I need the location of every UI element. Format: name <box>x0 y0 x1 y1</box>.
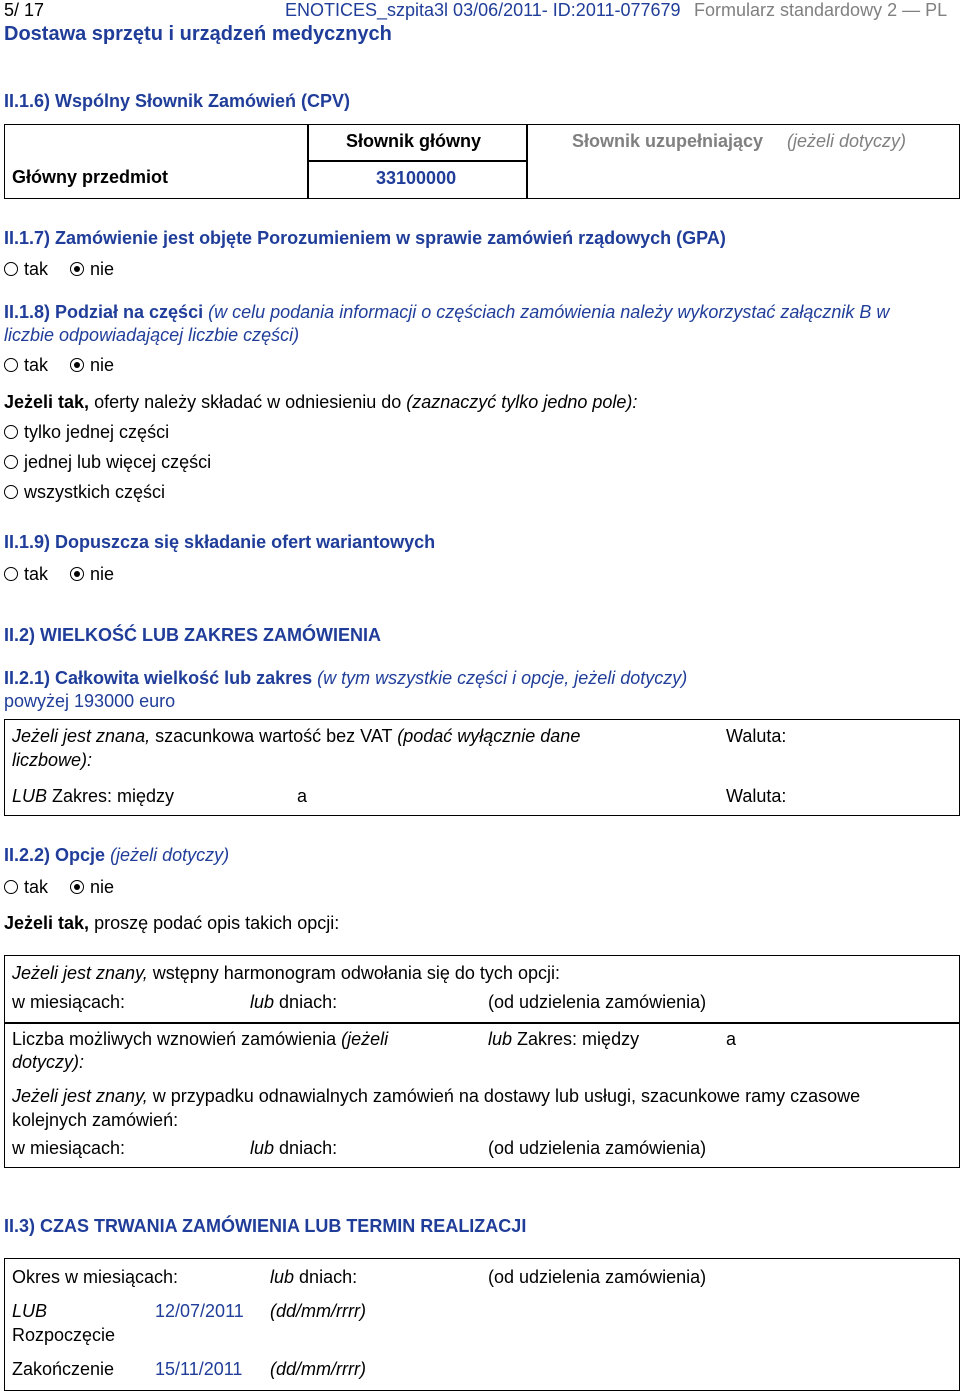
options-from-award-2: (od udzielenia zamówienia) <box>488 1138 707 1158</box>
quantity-section: II.2) WIELKOŚĆ LUB ZAKRES ZAMÓWIENIA <box>4 625 381 645</box>
lots-nie-label: nie <box>90 355 115 375</box>
radio-off-icon <box>4 262 18 276</box>
lots-heading-note-2: liczbie odpowiadającej liczbie części) <box>4 325 300 345</box>
options-heading-line <box>4 845 229 866</box>
gpa-nie-label: nie <box>90 259 115 279</box>
options-schedule-text: wstępny harmonogram odwołania się do tych opcji: <box>152 963 560 983</box>
lots-radio-tak[interactable] <box>4 355 48 376</box>
radio-off-icon <box>4 880 18 894</box>
quantity-known-italic: Jeżeli jest znana, <box>12 726 151 746</box>
quantity-currency-label-2: Waluta: <box>726 786 787 806</box>
cpv-divider-2 <box>526 124 528 199</box>
options-renewals-label: Liczba możliwych wznowień zamówienia <box>12 1029 337 1049</box>
gpa-tak-label: tak <box>24 259 49 279</box>
variants-nie-label: nie <box>90 564 115 584</box>
duration-end-format: (dd/mm/rrrr) <box>270 1359 366 1379</box>
options-range-lub: lub <box>488 1029 513 1049</box>
options-if-yes-bold: Jeżeli tak, <box>4 913 90 933</box>
cpv-divider-1 <box>307 124 309 199</box>
options-range-label: Zakres: między <box>517 1029 640 1049</box>
quantity-range-label: Zakres: między <box>52 786 175 806</box>
lots-heading-line <box>4 302 889 323</box>
lots-radio-nie[interactable] <box>70 355 114 376</box>
duration-days-label: dniach: <box>299 1267 358 1287</box>
lots-option-3[interactable] <box>4 482 165 503</box>
variants-heading: II.1.9) Dopuszcza się składanie ofert wariantowych <box>4 532 436 552</box>
radio-on-icon <box>70 262 84 276</box>
options-range-line <box>488 1029 639 1050</box>
radio-on-icon <box>70 567 84 581</box>
options-radio-nie[interactable] <box>70 877 114 898</box>
duration-days-line <box>270 1267 357 1288</box>
options-recurring-text-2: kolejnych zamówień: <box>12 1110 179 1130</box>
options-nie-label: nie <box>90 877 115 897</box>
lots-option-1[interactable] <box>4 422 169 443</box>
cpv-supp-note: (jeżeli dotyczy) <box>787 131 907 151</box>
options-recurring-line <box>12 1086 860 1107</box>
lots-heading-note: (w celu podania informacji o częściach zamówienia należy wykorzystać załącznik B w <box>208 302 890 322</box>
quantity-sub-line <box>4 668 687 689</box>
quantity-lub: LUB <box>12 786 48 806</box>
lots-if-yes-note: (zaznaczyć tylko jedno pole): <box>406 392 638 412</box>
cpv-row-label: Główny przedmiot <box>12 167 169 187</box>
cpv-supp-header: Słownik uzupełniający <box>572 131 764 151</box>
duration-end-label: Zakończenie <box>12 1359 115 1379</box>
options-heading: II.2.2) Opcje <box>4 845 106 865</box>
quantity-known-note-2: liczbowe): <box>12 750 93 770</box>
variants-tak-label: tak <box>24 564 49 584</box>
lots-if-yes-text: oferty należy składać w odniesieniu do <box>94 392 402 412</box>
lots-tak-label: tak <box>24 355 49 375</box>
options-heading-note: (jeżeli dotyczy) <box>110 845 230 865</box>
options-schedule-line <box>12 963 560 984</box>
duration-months-label: Okres w miesiącach: <box>12 1267 179 1287</box>
radio-off-icon <box>4 425 18 439</box>
options-radio-tak[interactable] <box>4 877 48 898</box>
options-lub-2: lub <box>250 1138 275 1158</box>
options-if-yes <box>4 913 339 934</box>
page-number: 5/ 17 <box>4 0 45 20</box>
duration-section: II.3) CZAS TRWANIA ZAMÓWIENIA LUB TERMIN REALIZACJI <box>4 1216 527 1236</box>
options-lub: lub <box>250 992 275 1012</box>
options-from-award: (od udzielenia zamówienia) <box>488 992 707 1012</box>
options-renewals-note: (jeżeli <box>341 1029 389 1049</box>
options-months-label-2: w miesiącach: <box>12 1138 126 1158</box>
quantity-range-a: a <box>297 786 308 806</box>
quantity-range-line <box>12 786 174 807</box>
duration-end-date: 15/11/2011 <box>155 1359 243 1379</box>
quantity-known-line <box>12 726 580 747</box>
cpv-main-header: Słownik główny <box>346 131 482 151</box>
lots-option-2[interactable] <box>4 452 211 473</box>
duration-start-format: (dd/mm/rrrr) <box>270 1301 366 1321</box>
variants-radio-tak[interactable] <box>4 564 48 585</box>
lots-heading: II.1.8) Podział na części <box>4 302 204 322</box>
options-months-label: w miesiącach: <box>12 992 126 1012</box>
cpv-heading: II.1.6) Wspólny Słownik Zamówień (CPV) <box>4 91 351 111</box>
quantity-value: powyżej 193000 euro <box>4 691 176 711</box>
radio-on-icon <box>70 880 84 894</box>
radio-off-icon <box>4 455 18 469</box>
quantity-sub-note: (w tym wszystkie części i opcje, jeżeli dotyczy) <box>317 668 688 688</box>
quantity-sub-heading: II.2.1) Całkowita wielkość lub zakres <box>4 668 313 688</box>
radio-off-icon <box>4 485 18 499</box>
lots-option-label: jednej lub więcej części <box>24 452 212 472</box>
options-recurring-italic: Jeżeli jest znany, <box>12 1086 148 1106</box>
options-recurring-text: w przypadku odnawialnych zamówień na dostawy lub usługi, szacunkowe ramy czasowe <box>152 1086 861 1106</box>
cpv-main-code: 33100000 <box>376 168 457 188</box>
document-id: ENOTICES_szpita3l 03/06/2011- ID:2011-077679 <box>285 0 681 20</box>
quantity-currency-label: Waluta: <box>726 726 787 746</box>
duration-lub: lub <box>270 1267 295 1287</box>
options-tak-label: tak <box>24 877 49 897</box>
options-renewals-line <box>12 1029 388 1050</box>
variants-radio-nie[interactable] <box>70 564 114 585</box>
lots-option-label: tylko jednej części <box>24 422 170 442</box>
gpa-radio-nie[interactable] <box>70 259 114 280</box>
gpa-radio-tak[interactable] <box>4 259 48 280</box>
gpa-heading: II.1.7) Zamówienie jest objęte Porozumieniem w sprawie zamówień rządowych (GPA) <box>4 228 726 248</box>
form-type: Formularz standardowy 2 — PL <box>694 0 948 20</box>
options-range-a: a <box>726 1029 737 1049</box>
cpv-divider-h <box>307 160 526 162</box>
quantity-known-text: szacunkowa wartość bez VAT <box>155 726 393 746</box>
options-days-label: dniach: <box>279 992 338 1012</box>
options-if-yes-text: proszę podać opis takich opcji: <box>94 913 340 933</box>
duration-from-award: (od udzielenia zamówienia) <box>488 1267 707 1287</box>
radio-on-icon <box>70 358 84 372</box>
duration-lub-2: LUB <box>12 1301 48 1321</box>
radio-off-icon <box>4 358 18 372</box>
radio-off-icon <box>4 567 18 581</box>
quantity-known-note: (podać wyłącznie dane <box>397 726 581 746</box>
options-days-label-2: dniach: <box>279 1138 338 1158</box>
options-box <box>4 955 960 1168</box>
options-schedule-italic: Jeżeli jest znany, <box>12 963 148 983</box>
options-days-line <box>250 992 337 1013</box>
page-title: Dostawa sprzętu i urządzeń medycznych <box>4 23 392 45</box>
options-renewals-note-2: dotyczy): <box>12 1052 85 1072</box>
lots-if-yes <box>4 392 637 413</box>
lots-if-yes-bold: Jeżeli tak, <box>4 392 90 412</box>
options-days-line-2 <box>250 1138 337 1159</box>
duration-start-date: 12/07/2011 <box>155 1301 244 1321</box>
lots-option-label: wszystkich części <box>24 482 166 502</box>
options-box-divider <box>4 1022 960 1024</box>
duration-start-label: Rozpoczęcie <box>12 1325 116 1345</box>
